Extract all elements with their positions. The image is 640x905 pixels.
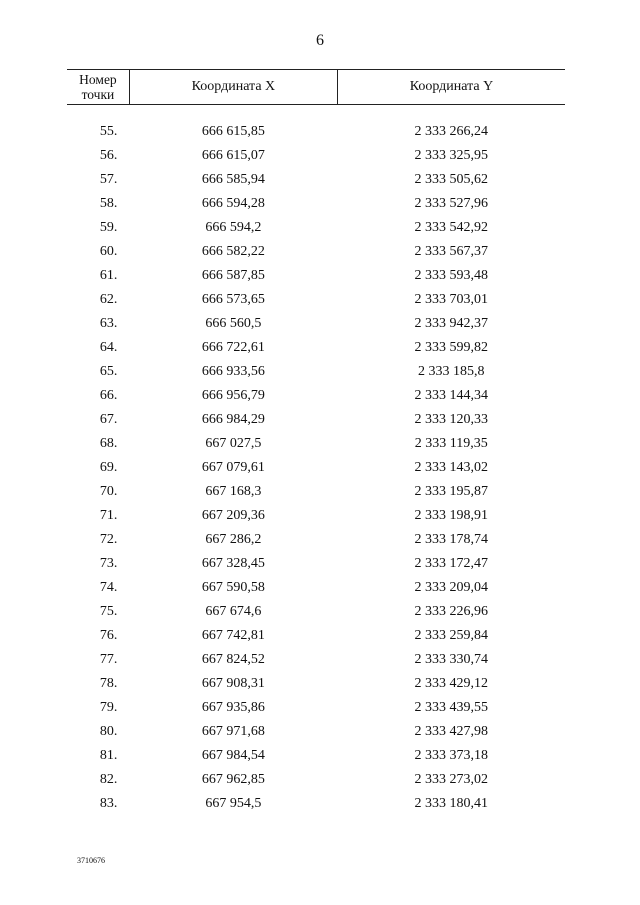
table-body bbox=[67, 105, 565, 817]
header-row bbox=[67, 70, 565, 105]
point-number-cell: 83. bbox=[99, 796, 118, 811]
point-number-cell: 70. bbox=[99, 484, 118, 499]
coordinate-y-cell: 2 333 325,95 bbox=[414, 148, 488, 163]
header-coordinate-x: Координата X bbox=[129, 70, 337, 105]
coordinate-x-cell: 666 560,5 bbox=[205, 316, 262, 331]
coordinate-y-cell: 2 333 198,91 bbox=[414, 508, 488, 523]
point-number-cell: 55. bbox=[99, 124, 118, 139]
coordinate-y-cell: 2 333 273,02 bbox=[414, 772, 488, 787]
coordinate-y-cell: 2 333 172,47 bbox=[414, 556, 488, 571]
coordinate-x-cell: 667 742,81 bbox=[201, 628, 265, 643]
coordinate-x-cell: 667 674,6 bbox=[205, 604, 262, 619]
point-number-cell: 60. bbox=[99, 244, 118, 259]
coordinates-table bbox=[67, 69, 565, 816]
table-row bbox=[67, 432, 565, 456]
table-row bbox=[67, 312, 565, 336]
header-point-number-line2: точки bbox=[81, 87, 115, 102]
coordinate-x-cell: 666 573,65 bbox=[201, 292, 265, 307]
coordinate-y-cell: 2 333 185,8 bbox=[417, 364, 485, 379]
point-number-cell: 74. bbox=[99, 580, 118, 595]
point-number-cell: 75. bbox=[99, 604, 118, 619]
table-header bbox=[67, 70, 565, 105]
table-row bbox=[67, 768, 565, 792]
coordinate-y-cell: 2 333 180,41 bbox=[414, 796, 488, 811]
document-code: 3710676 bbox=[77, 856, 105, 865]
table-row bbox=[67, 264, 565, 288]
header-coordinate-y: Координата Y bbox=[337, 70, 565, 105]
table-row bbox=[67, 360, 565, 384]
header-point-number-line1: Номер bbox=[79, 72, 117, 87]
coordinate-y-cell: 2 333 429,12 bbox=[414, 676, 488, 691]
coordinate-x-cell: 667 954,5 bbox=[205, 796, 262, 811]
point-number-cell: 71. bbox=[99, 508, 118, 523]
table-row bbox=[67, 168, 565, 192]
table-row bbox=[67, 672, 565, 696]
point-number-cell: 69. bbox=[99, 460, 118, 475]
coordinate-y-cell: 2 333 226,96 bbox=[414, 604, 488, 619]
coordinate-x-cell: 667 824,52 bbox=[201, 652, 265, 667]
coordinate-y-cell: 2 333 373,18 bbox=[414, 748, 488, 763]
coordinate-x-cell: 666 615,85 bbox=[201, 124, 265, 139]
coordinate-x-cell: 666 594,28 bbox=[201, 196, 265, 211]
coordinate-y-cell: 2 333 593,48 bbox=[414, 268, 488, 283]
table-row bbox=[67, 216, 565, 240]
coordinate-x-cell: 666 585,94 bbox=[201, 172, 265, 187]
point-number-cell: 58. bbox=[99, 196, 118, 211]
table-row bbox=[67, 336, 565, 360]
coordinate-x-cell: 667 908,31 bbox=[201, 676, 265, 691]
coordinate-y-cell: 2 333 178,74 bbox=[414, 532, 488, 547]
coordinate-y-cell: 2 333 505,62 bbox=[414, 172, 488, 187]
point-number-cell: 62. bbox=[99, 292, 118, 307]
coordinate-x-cell: 667 984,54 bbox=[201, 748, 265, 763]
table-row bbox=[67, 576, 565, 600]
coordinate-x-cell: 666 582,22 bbox=[201, 244, 265, 259]
coordinate-y-cell: 2 333 120,33 bbox=[414, 412, 488, 427]
table-row bbox=[67, 408, 565, 432]
point-number-cell: 77. bbox=[99, 652, 118, 667]
header-point-number bbox=[67, 70, 129, 105]
table-row bbox=[67, 600, 565, 624]
point-number-cell: 67. bbox=[99, 412, 118, 427]
table-row bbox=[67, 456, 565, 480]
coordinate-y-cell: 2 333 567,37 bbox=[414, 244, 488, 259]
point-number-cell: 82. bbox=[99, 772, 118, 787]
point-number-cell: 78. bbox=[99, 676, 118, 691]
coordinate-y-cell: 2 333 527,96 bbox=[414, 196, 488, 211]
coordinate-y-cell: 2 333 703,01 bbox=[414, 292, 488, 307]
coordinate-y-cell: 2 333 599,82 bbox=[414, 340, 488, 355]
coordinate-y-cell: 2 333 119,35 bbox=[414, 436, 488, 451]
header-spacer bbox=[67, 105, 565, 121]
coordinate-y-cell: 2 333 542,92 bbox=[414, 220, 488, 235]
table-row bbox=[67, 648, 565, 672]
table-row bbox=[67, 744, 565, 768]
table-row bbox=[67, 192, 565, 216]
point-number-cell: 76. bbox=[99, 628, 118, 643]
coordinate-y-cell: 2 333 266,24 bbox=[414, 124, 488, 139]
coordinate-y-cell: 2 333 144,34 bbox=[414, 388, 488, 403]
point-number-cell: 68. bbox=[99, 436, 118, 451]
coordinate-y-cell: 2 333 143,02 bbox=[414, 460, 488, 475]
coordinate-x-cell: 666 984,29 bbox=[201, 412, 265, 427]
coordinate-y-cell: 2 333 259,84 bbox=[414, 628, 488, 643]
coordinate-x-cell: 667 079,61 bbox=[201, 460, 265, 475]
point-number-cell: 57. bbox=[99, 172, 118, 187]
point-number-cell: 79. bbox=[99, 700, 118, 715]
table-row bbox=[67, 480, 565, 504]
point-number-cell: 73. bbox=[99, 556, 118, 571]
page-number: 6 bbox=[316, 32, 324, 49]
point-number-cell: 66. bbox=[99, 388, 118, 403]
table-row bbox=[67, 792, 565, 816]
point-number-cell: 63. bbox=[99, 316, 118, 331]
table-row bbox=[67, 552, 565, 576]
point-number-cell: 61. bbox=[99, 268, 118, 283]
coordinate-y-cell: 2 333 427,98 bbox=[414, 724, 488, 739]
table-row bbox=[67, 504, 565, 528]
point-number-cell: 59. bbox=[99, 220, 118, 235]
coordinate-x-cell: 667 971,68 bbox=[201, 724, 265, 739]
point-number-cell: 56. bbox=[99, 148, 118, 163]
table-row bbox=[67, 720, 565, 744]
point-number-cell: 65. bbox=[99, 364, 118, 379]
coordinate-x-cell: 667 027,5 bbox=[205, 436, 262, 451]
coordinate-y-cell: 2 333 942,37 bbox=[414, 316, 488, 331]
coordinate-y-cell: 2 333 330,74 bbox=[414, 652, 488, 667]
coordinate-x-cell: 666 594,2 bbox=[205, 220, 262, 235]
table-row bbox=[67, 288, 565, 312]
coordinate-y-cell: 2 333 195,87 bbox=[414, 484, 488, 499]
point-number-cell: 80. bbox=[99, 724, 118, 739]
coordinate-y-cell: 2 333 209,04 bbox=[414, 580, 488, 595]
coordinate-x-cell: 666 956,79 bbox=[201, 388, 265, 403]
coordinate-x-cell: 667 328,45 bbox=[201, 556, 265, 571]
coordinate-x-cell: 667 168,3 bbox=[205, 484, 262, 499]
point-number-cell: 72. bbox=[99, 532, 118, 547]
coordinate-x-cell: 667 962,85 bbox=[201, 772, 265, 787]
coordinate-x-cell: 667 286,2 bbox=[205, 532, 262, 547]
point-number-cell: 81. bbox=[99, 748, 118, 763]
table-row bbox=[67, 528, 565, 552]
coordinate-x-cell: 667 935,86 bbox=[201, 700, 265, 715]
point-number-cell: 64. bbox=[99, 340, 118, 355]
coordinate-x-cell: 666 587,85 bbox=[201, 268, 265, 283]
coordinate-x-cell: 666 722,61 bbox=[201, 340, 265, 355]
coordinate-x-cell: 667 209,36 bbox=[201, 508, 265, 523]
table-row bbox=[67, 144, 565, 168]
table-row bbox=[67, 696, 565, 720]
table-row bbox=[67, 624, 565, 648]
table-row bbox=[67, 240, 565, 264]
table-row bbox=[67, 384, 565, 408]
coordinate-y-cell: 2 333 439,55 bbox=[414, 700, 488, 715]
table-row bbox=[67, 120, 565, 144]
coordinate-x-cell: 666 933,56 bbox=[201, 364, 265, 379]
coordinate-x-cell: 667 590,58 bbox=[201, 580, 265, 595]
coordinate-x-cell: 666 615,07 bbox=[201, 148, 265, 163]
